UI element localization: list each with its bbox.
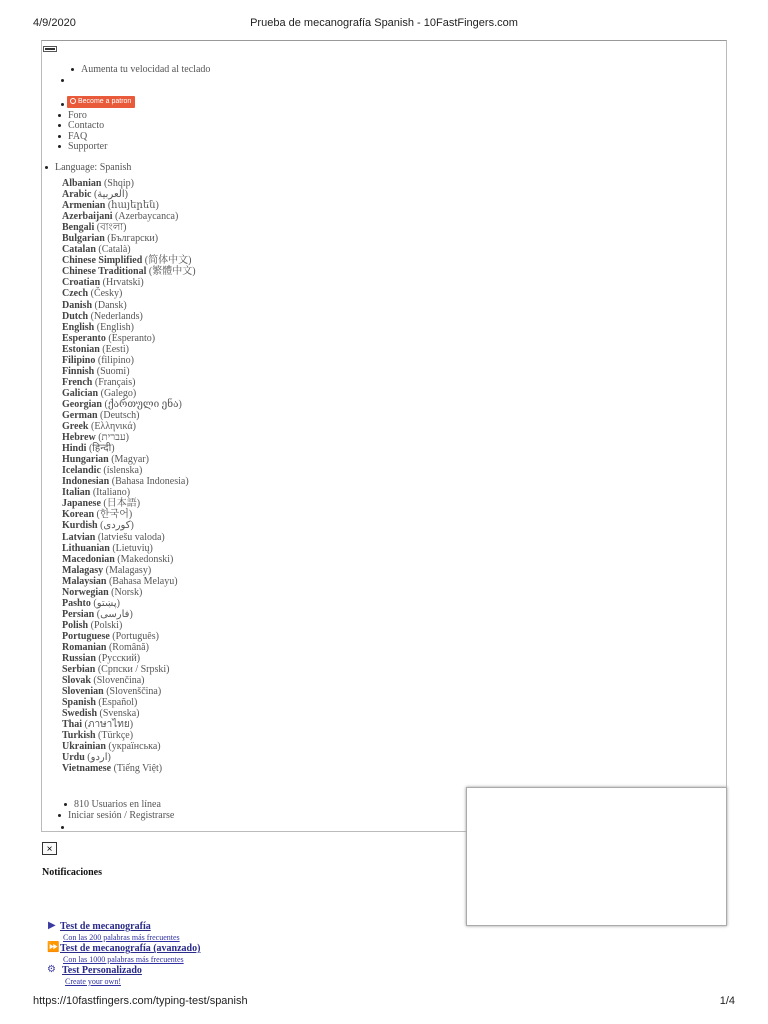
language-native-name: (ქართული ენა): [104, 398, 182, 410]
empty-list-bullet: [61, 79, 64, 82]
language-name: Bulgarian: [62, 233, 105, 245]
language-native-name: (العربية): [93, 189, 128, 201]
language-native-name: (ภาษาไทย): [84, 719, 134, 731]
language-native-name: (հայերեն): [107, 200, 159, 212]
language-name: Esperanto: [62, 332, 106, 344]
language-option-finnish[interactable]: [62, 366, 196, 377]
language-option-czech[interactable]: [62, 288, 196, 299]
language-name: Estonian: [62, 343, 100, 355]
language-name: Latvian: [62, 531, 96, 543]
notifications-heading: Notificaciones: [42, 867, 102, 878]
become-patron-button[interactable]: Become a patron: [67, 96, 135, 108]
language-name: Persian: [62, 608, 95, 620]
login-register-link[interactable]: Iniciar sesión / Registrarse: [68, 810, 175, 821]
patron-list-bullet: [61, 103, 64, 106]
print-url: https://10fastfingers.com/typing-test/spanish: [33, 995, 248, 1007]
language-native-name: (Polski): [90, 619, 123, 631]
language-native-name: (Esperanto): [108, 332, 156, 344]
language-option-korean[interactable]: [62, 509, 196, 520]
menu-toggle-icon[interactable]: [43, 46, 57, 52]
language-native-name: (latviešu valoda): [97, 531, 165, 543]
language-name: Portuguese: [62, 630, 110, 642]
language-option-filipino[interactable]: [62, 355, 196, 366]
patreon-icon: [70, 98, 76, 104]
language-name: Czech: [62, 288, 89, 300]
language-native-name: (Slovenščina): [106, 686, 162, 698]
nav-item-contacto[interactable]: Contacto: [68, 120, 105, 131]
language-name: Swedish: [62, 708, 98, 720]
language-option-turkish[interactable]: [62, 730, 196, 741]
language-option-serbian[interactable]: [62, 664, 196, 675]
close-button[interactable]: ×: [42, 842, 57, 855]
overlay-panel: [466, 787, 727, 926]
language-option-japanese[interactable]: [62, 498, 196, 509]
language-option-latvian[interactable]: [62, 532, 196, 543]
language-native-name: (বাংলা): [96, 222, 127, 234]
language-native-name: (Català): [98, 244, 131, 256]
language-option-estonian[interactable]: [62, 344, 196, 355]
language-native-name: (Bahasa Indonesia): [111, 476, 189, 488]
language-option-vietnamese[interactable]: [62, 763, 196, 774]
language-native-name: (Suomi): [96, 365, 130, 377]
language-native-name: (Deutsch): [100, 409, 140, 421]
fast-forward-icon: ⏩: [47, 942, 60, 953]
language-native-name: (Italiano): [92, 487, 131, 499]
language-name: Spanish: [62, 697, 96, 709]
print-page-title: Prueba de mecanografía Spanish - 10FastFingers.com: [250, 17, 518, 29]
language-native-name: (Lietuvių): [112, 542, 153, 554]
language-option-italian[interactable]: [62, 487, 196, 498]
language-native-name: (Dansk): [94, 299, 127, 311]
language-name: Hungarian: [62, 454, 109, 466]
language-native-name: (Bahasa Melayu): [108, 575, 178, 587]
language-option-english[interactable]: [62, 322, 196, 333]
language-name: Italian: [62, 487, 91, 499]
language-name: Bengali: [62, 222, 95, 234]
language-native-name: (Nederlands): [90, 310, 143, 322]
language-option-hindi[interactable]: [62, 443, 196, 454]
language-name: Croatian: [62, 277, 101, 289]
print-page-number: 1/4: [719, 995, 735, 1007]
language-name: Georgian: [62, 398, 102, 410]
language-native-name: (українська): [108, 741, 161, 753]
language-name: Vietnamese: [62, 763, 112, 775]
language-option-albanian[interactable]: [62, 178, 196, 189]
language-name: Japanese: [62, 498, 101, 510]
language-name: Hebrew: [62, 432, 96, 444]
language-option-indonesian[interactable]: [62, 476, 196, 487]
language-name: Ukrainian: [62, 741, 106, 753]
language-option-azerbaijani[interactable]: [62, 211, 196, 222]
language-native-name: (Español): [98, 697, 138, 709]
language-name: Urdu: [62, 752, 85, 764]
language-native-name: (Makedonski): [117, 553, 174, 565]
language-native-name: (Hrvatski): [102, 277, 144, 289]
nav-item-foro[interactable]: Foro: [68, 110, 87, 121]
language-native-name: (繁體中文): [148, 266, 196, 278]
language-native-name: (Français): [94, 376, 136, 388]
play-icon: ▶: [48, 920, 56, 931]
language-name: Dutch: [62, 310, 89, 322]
language-name: Chinese Simplified: [62, 255, 143, 267]
language-name: Finnish: [62, 365, 95, 377]
language-name: Icelandic: [62, 465, 101, 477]
language-option-chinese-simplified[interactable]: [62, 255, 196, 266]
language-name: Norwegian: [62, 586, 109, 598]
language-name: Russian: [62, 653, 96, 665]
language-name: Indonesian: [62, 476, 110, 488]
nav-item-faq[interactable]: FAQ: [68, 131, 88, 142]
language-native-name: (Русский): [98, 653, 141, 665]
language-name: Polish: [62, 619, 89, 631]
language-option-german[interactable]: [62, 410, 196, 421]
language-name: Filipino: [62, 354, 96, 366]
language-native-name: (Svenska): [99, 708, 140, 720]
language-native-name: (Български): [107, 233, 159, 245]
language-native-name: (Português): [112, 630, 159, 642]
language-native-name: (Česky): [90, 288, 123, 300]
language-option-georgian[interactable]: [62, 399, 196, 410]
language-native-name: (Galego): [100, 387, 137, 399]
language-native-name: (हिन्दी): [88, 443, 115, 455]
language-option-swedish[interactable]: [62, 708, 196, 719]
language-native-name: (日本語): [103, 498, 141, 510]
language-native-name: (اردو): [87, 752, 111, 764]
tagline-item: Aumenta tu velocidad al teclado: [81, 64, 211, 75]
language-option-ukrainian[interactable]: [62, 741, 196, 752]
empty-list-bullet: [61, 826, 64, 829]
language-option-chinese-traditional[interactable]: [62, 266, 196, 277]
language-option-spanish[interactable]: [62, 697, 196, 708]
language-native-name: (Shqip): [103, 178, 134, 189]
language-name: Malaysian: [62, 575, 107, 587]
language-name: Macedonian: [62, 553, 115, 565]
language-name: Turkish: [62, 730, 96, 742]
language-option-malagasy[interactable]: [62, 565, 196, 576]
language-native-name: (پښتو): [93, 597, 120, 609]
language-option-russian[interactable]: [62, 653, 196, 664]
language-option-armenian[interactable]: [62, 200, 196, 211]
language-native-name: (Tiếng Việt): [113, 763, 163, 775]
language-name: Hindi: [62, 443, 87, 455]
test-link-advanced-subtitle[interactable]: Con las 1000 palabras más frecuentes: [63, 955, 184, 964]
language-option-bengali[interactable]: [62, 222, 196, 233]
language-list: [62, 178, 196, 775]
language-option-greek[interactable]: [62, 421, 196, 432]
language-option-esperanto[interactable]: [62, 333, 196, 344]
language-native-name: (English): [96, 321, 134, 333]
language-option-kurdish[interactable]: [62, 520, 196, 531]
language-name: Danish: [62, 299, 93, 311]
language-name: Catalan: [62, 244, 96, 256]
language-option-persian[interactable]: [62, 609, 196, 620]
language-option-lithuanian[interactable]: [62, 543, 196, 554]
language-native-name: (Türkçe): [98, 730, 134, 742]
language-option-bulgarian[interactable]: [62, 233, 196, 244]
language-option-pashto[interactable]: [62, 598, 196, 609]
language-name: German: [62, 409, 98, 421]
language-native-name: (Српски / Srpski): [97, 664, 170, 676]
language-option-portuguese[interactable]: [62, 631, 196, 642]
language-name: Armenian: [62, 200, 106, 212]
test-link-basic-subtitle[interactable]: Con las 200 palabras más frecuentes: [63, 933, 180, 942]
language-option-dutch[interactable]: [62, 311, 196, 322]
language-native-name: (Magyar): [111, 454, 149, 466]
language-option-macedonian[interactable]: [62, 554, 196, 565]
test-link-custom-subtitle[interactable]: Create your own!: [65, 977, 121, 986]
language-native-name: (filipino): [97, 354, 134, 366]
language-option-urdu[interactable]: [62, 752, 196, 763]
users-online-count: 810 Usuarios en línea: [74, 799, 161, 810]
language-option-galician[interactable]: [62, 388, 196, 399]
language-option-hungarian[interactable]: [62, 454, 196, 465]
language-option-catalan[interactable]: [62, 244, 196, 255]
nav-item-supporter[interactable]: Supporter: [68, 141, 108, 152]
language-name: English: [62, 321, 95, 333]
language-option-slovenian[interactable]: [62, 686, 196, 697]
language-option-french[interactable]: [62, 377, 196, 388]
language-name: Arabic: [62, 189, 92, 201]
test-link-advanced[interactable]: Test de mecanografía (avanzado): [60, 943, 201, 954]
print-date: 4/9/2020: [33, 17, 76, 29]
language-name: Azerbaijani: [62, 211, 113, 223]
language-name: Pashto: [62, 597, 91, 609]
language-option-romanian[interactable]: [62, 642, 196, 653]
language-option-thai[interactable]: [62, 719, 196, 730]
language-native-name: (Norsk): [111, 586, 143, 598]
language-native-name: (한국어): [96, 509, 133, 521]
language-name: Slovenian: [62, 686, 104, 698]
language-option-croatian[interactable]: [62, 277, 196, 288]
language-name: Lithuanian: [62, 542, 110, 554]
language-option-icelandic[interactable]: [62, 465, 196, 476]
language-name: Greek: [62, 421, 89, 433]
language-native-name: (Ελληνικά): [90, 421, 136, 433]
language-name: Thai: [62, 719, 83, 731]
language-native-name: (Eesti): [102, 343, 129, 355]
language-option-malaysian[interactable]: [62, 576, 196, 587]
cogs-icon: ⚙: [47, 964, 56, 975]
language-native-name: (Malagasy): [105, 564, 152, 576]
test-link-basic[interactable]: Test de mecanografía: [60, 921, 151, 932]
language-name: French: [62, 376, 93, 388]
language-name: Kurdish: [62, 520, 98, 532]
language-name: Slovak: [62, 675, 91, 687]
language-native-name: (Azerbaycanca): [115, 211, 179, 223]
language-native-name: (עברית): [98, 432, 130, 444]
language-option-hebrew[interactable]: [62, 432, 196, 443]
language-option-danish[interactable]: [62, 300, 196, 311]
language-name: Malagasy: [62, 564, 104, 576]
language-option-polish[interactable]: [62, 620, 196, 631]
language-native-name: (Slovenčina): [93, 675, 145, 687]
language-native-name: (Română): [108, 641, 149, 653]
language-option-norwegian[interactable]: [62, 587, 196, 598]
language-name: Korean: [62, 509, 95, 521]
language-selector[interactable]: Language: Spanish: [55, 162, 132, 173]
language-native-name: (کوردی): [100, 520, 134, 532]
language-name: Chinese Traditional: [62, 266, 147, 278]
language-option-arabic[interactable]: [62, 189, 196, 200]
language-name: Serbian: [62, 664, 96, 676]
test-link-custom[interactable]: Test Personalizado: [62, 965, 142, 976]
language-option-slovak[interactable]: [62, 675, 196, 686]
language-native-name: (简体中文): [144, 255, 192, 267]
language-native-name: (íslenska): [103, 465, 143, 477]
language-native-name: (فارسی): [96, 608, 133, 620]
language-name: Romanian: [62, 641, 107, 653]
language-name: Albanian: [62, 178, 102, 189]
language-name: Galician: [62, 387, 99, 399]
